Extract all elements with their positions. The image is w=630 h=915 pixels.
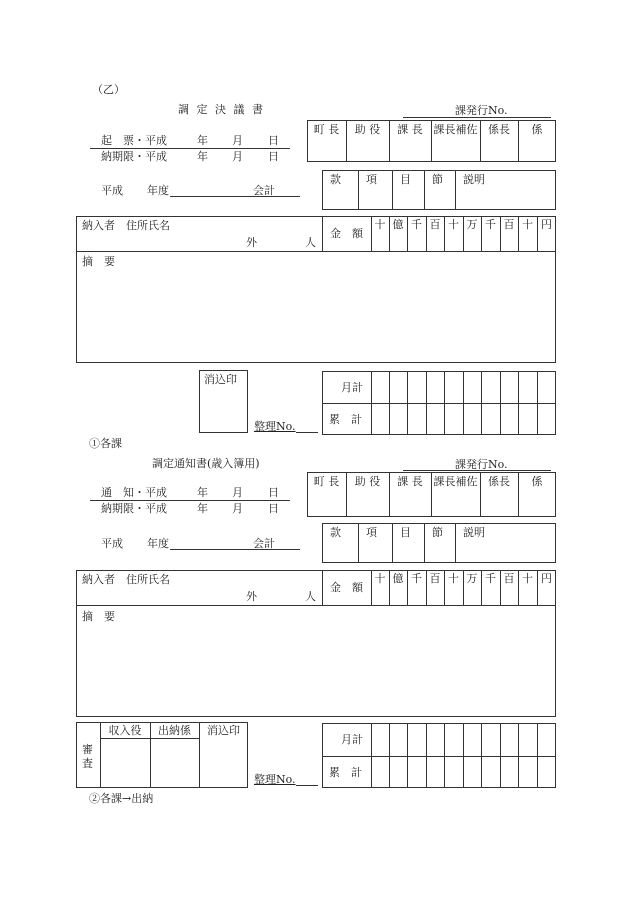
digit-header: 百 bbox=[503, 218, 515, 231]
digit-header: 億 bbox=[392, 572, 404, 585]
digit-header: 万 bbox=[466, 218, 478, 231]
draft-year-label: 年 bbox=[197, 134, 208, 147]
due-date-label: 納期限・平成 bbox=[101, 150, 167, 163]
draft-date-label: 起 票・平成 bbox=[101, 134, 167, 147]
payer-label: 納入者 住所氏名 bbox=[82, 219, 170, 232]
approval-staff: 係 bbox=[531, 123, 543, 136]
audit-label: 審査 bbox=[82, 743, 93, 770]
digit-header: 千 bbox=[485, 218, 496, 231]
approval-deputy: 助 役 bbox=[354, 475, 381, 488]
digit-header: 十 bbox=[374, 572, 386, 585]
digit-header: 万 bbox=[466, 572, 478, 585]
notice-month-label: 月 bbox=[232, 486, 243, 499]
fiscal-underline bbox=[170, 549, 300, 550]
digit-header: 十 bbox=[522, 572, 533, 585]
approval-deputy: 助 役 bbox=[354, 123, 381, 136]
approval-mayor: 町 長 bbox=[313, 123, 340, 136]
reference-number-label: 整理No. bbox=[254, 773, 296, 786]
budget-setsu: 節 bbox=[432, 173, 443, 186]
digit-header: 千 bbox=[411, 572, 422, 585]
approval-assistant-chief: 課長補佐 bbox=[433, 123, 478, 136]
summary-label: 摘 要 bbox=[82, 255, 115, 268]
payer-persons-label: 人 bbox=[305, 236, 316, 249]
draft-month-label: 月 bbox=[232, 134, 243, 147]
approval-assistant-chief: 課長補佐 bbox=[433, 475, 478, 488]
budget-kou: 項 bbox=[366, 173, 377, 186]
digit-header: 十 bbox=[522, 218, 533, 231]
issue-number-underline bbox=[403, 117, 551, 118]
digit-header: 百 bbox=[503, 572, 515, 585]
approval-staff: 係 bbox=[531, 475, 543, 488]
notice-date-underline bbox=[90, 500, 290, 501]
budget-kan: 款 bbox=[330, 173, 341, 186]
budget-setsu: 節 bbox=[432, 526, 443, 539]
due-year-label: 年 bbox=[197, 150, 208, 163]
reference-number-underline bbox=[296, 432, 318, 433]
cumulative-total-label: 累 計 bbox=[329, 766, 362, 779]
amount-label: 金 額 bbox=[330, 581, 363, 594]
approval-unit-chief: 係長 bbox=[488, 475, 510, 488]
payer-summary-box bbox=[76, 216, 556, 363]
corner-label: （乙） bbox=[92, 83, 125, 96]
due-date-label: 納期限・平成 bbox=[101, 502, 167, 515]
due-day-label: 日 bbox=[268, 502, 279, 515]
fiscal-era-label: 平成 bbox=[101, 537, 123, 550]
draft-date-underline bbox=[90, 148, 290, 149]
due-day-label: 日 bbox=[268, 150, 279, 163]
budget-moku: 目 bbox=[400, 173, 411, 186]
digit-header: 千 bbox=[411, 218, 422, 231]
approval-unit-chief: 係長 bbox=[488, 123, 510, 136]
issue-number-underline bbox=[403, 470, 551, 471]
issue-number-label: 課発行No. bbox=[455, 458, 508, 471]
fiscal-era-label: 平成 bbox=[101, 184, 123, 197]
amount-label: 金 額 bbox=[330, 227, 363, 240]
audit-treasurer: 収入役 bbox=[108, 724, 142, 737]
digit-header: 億 bbox=[392, 218, 404, 231]
budget-explanation: 説明 bbox=[463, 173, 485, 186]
digit-header: 十 bbox=[374, 218, 386, 231]
monthly-total-label: 月計 bbox=[341, 381, 363, 394]
notice-year-label: 年 bbox=[197, 486, 208, 499]
payer-others-label: 外 bbox=[246, 236, 257, 249]
form-title: 調定通知書(歳入簿用) bbox=[152, 457, 260, 470]
issue-number-label: 課発行No. bbox=[455, 104, 508, 117]
digit-header: 十 bbox=[448, 572, 459, 585]
budget-kan: 款 bbox=[330, 526, 341, 539]
payer-summary-box bbox=[76, 570, 556, 717]
summary-label: 摘 要 bbox=[82, 610, 115, 623]
due-year-label: 年 bbox=[197, 502, 208, 515]
account-label: 会計 bbox=[253, 184, 275, 197]
cumulative-total-label: 累 計 bbox=[329, 413, 362, 426]
account-label: 会計 bbox=[253, 537, 275, 550]
form-title: 調 定 決 議 書 bbox=[178, 103, 265, 116]
fiscal-underline bbox=[170, 196, 300, 197]
digit-header: 十 bbox=[448, 218, 459, 231]
approval-mayor: 町 長 bbox=[313, 475, 340, 488]
draft-day-label: 日 bbox=[268, 134, 279, 147]
digit-header: 千 bbox=[485, 572, 496, 585]
digit-header: 円 bbox=[541, 572, 552, 585]
digit-header: 百 bbox=[429, 218, 441, 231]
due-month-label: 月 bbox=[232, 502, 243, 515]
budget-explanation: 説明 bbox=[463, 526, 485, 539]
payer-label: 納入者 住所氏名 bbox=[82, 573, 170, 586]
fiscal-year-label: 年度 bbox=[147, 537, 169, 550]
due-month-label: 月 bbox=[232, 150, 243, 163]
reference-number-underline bbox=[296, 785, 318, 786]
approval-section-chief: 課 長 bbox=[397, 123, 423, 136]
notice-date-label: 通 知・平成 bbox=[101, 486, 167, 499]
distribution-note: ②各課→出納 bbox=[89, 792, 154, 805]
reference-number-label: 整理No. bbox=[254, 420, 296, 433]
digit-header: 百 bbox=[429, 572, 441, 585]
payer-others-label: 外 bbox=[246, 590, 257, 603]
notice-day-label: 日 bbox=[268, 486, 279, 499]
payer-persons-label: 人 bbox=[305, 590, 316, 603]
audit-stamp: 消込印 bbox=[207, 724, 240, 737]
budget-moku: 目 bbox=[400, 526, 411, 539]
approval-section-chief: 課 長 bbox=[397, 475, 423, 488]
monthly-total-label: 月計 bbox=[341, 733, 363, 746]
digit-header: 円 bbox=[541, 218, 552, 231]
stamp-label: 消込印 bbox=[204, 373, 237, 386]
distribution-note: ①各課 bbox=[89, 437, 122, 450]
fiscal-year-label: 年度 bbox=[147, 184, 169, 197]
budget-kou: 項 bbox=[366, 526, 377, 539]
audit-cashier: 出納係 bbox=[158, 724, 191, 737]
